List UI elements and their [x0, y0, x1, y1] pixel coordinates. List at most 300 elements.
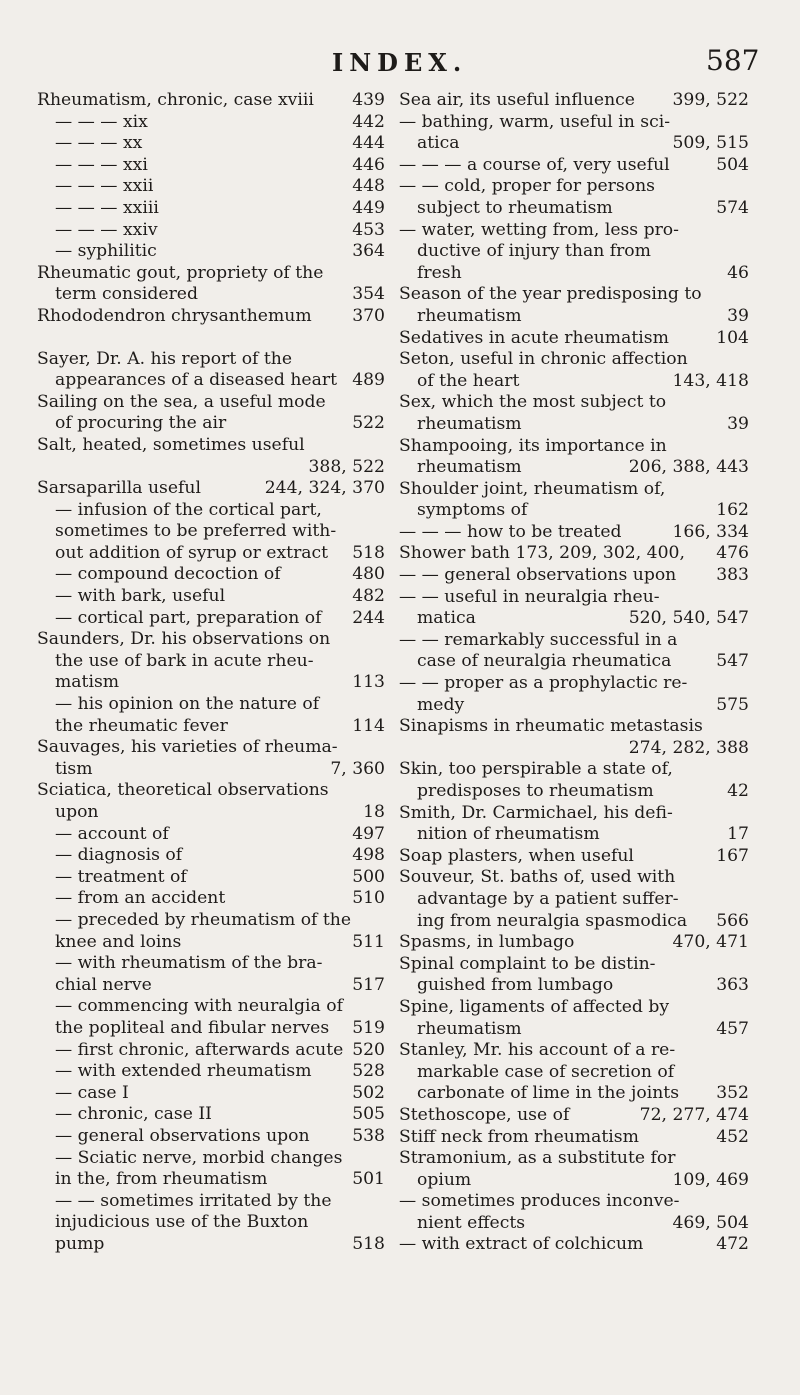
index-entry	[399, 133, 749, 155]
entry-text: Skin, too perspirable a state of,	[399, 759, 673, 780]
entry-page-refs: 518	[352, 1233, 385, 1254]
entry-text: Sauvages, his varieties of rheuma-	[37, 737, 338, 758]
page-number: 587	[706, 44, 760, 77]
index-entry	[399, 824, 749, 846]
index-entry	[399, 997, 749, 1019]
index-entry	[399, 867, 749, 889]
entry-page-refs: 538	[352, 1125, 385, 1146]
entry-text: — with extended rheumatism	[55, 1061, 312, 1082]
entry-text: — — cold, proper for persons	[399, 176, 655, 197]
entry-text: — first chronic, afterwards acute	[55, 1039, 344, 1060]
entry-text: — Sciatic nerve, morbid changes	[55, 1147, 343, 1168]
entry-page-refs	[379, 694, 385, 716]
entry-text: Stethoscope, use of	[399, 1104, 570, 1125]
entry-text: — — — xx	[55, 133, 143, 154]
index-entry	[399, 457, 749, 479]
entry-page-refs: 206, 388, 443	[628, 457, 749, 478]
entry-text: carbonate of lime in the joints	[417, 1083, 680, 1104]
entry-page-refs	[743, 1040, 749, 1062]
entry-text: — sometimes produces inconve-	[399, 1191, 680, 1212]
index-entry	[37, 629, 385, 651]
entry-text: sometimes to be preferred with-	[55, 521, 337, 542]
entry-page-refs: 439	[352, 90, 385, 110]
entry-text: — commencing with neuralgia of	[55, 996, 343, 1017]
index-entry	[399, 673, 749, 695]
entry-page-refs: 453	[352, 219, 385, 240]
entry-text: medy	[417, 694, 465, 715]
entry-page-refs: 444	[352, 133, 385, 154]
entry-text: injudicious use of the Buxton	[55, 1212, 309, 1233]
entry-text: Sedatives in acute rheumatism	[399, 327, 669, 348]
entry-text: Sciatica, theoretical observations	[37, 780, 329, 801]
entry-page-refs	[379, 1212, 385, 1234]
index-entry	[399, 328, 749, 350]
entry-text: rheumatism	[417, 305, 522, 326]
entry-page-refs	[379, 629, 385, 651]
entry-text: nition of rheumatism	[417, 824, 600, 845]
entry-page-refs	[743, 997, 749, 1019]
entry-page-refs	[379, 349, 385, 371]
index-entry	[399, 479, 749, 501]
index-entry	[399, 1083, 749, 1105]
entry-page-refs	[743, 716, 749, 738]
index-entry	[37, 1018, 385, 1040]
index-entry	[399, 241, 749, 263]
entry-text: — compound decoction of	[55, 564, 281, 585]
entry-page-refs: 469, 504	[672, 1212, 749, 1233]
entry-page-refs: 448	[352, 176, 385, 197]
entry-text: term considered	[55, 284, 198, 305]
entry-page-refs: 39	[727, 413, 749, 434]
entry-page-refs: 489	[352, 370, 385, 391]
entry-page-refs: 388, 522	[308, 456, 385, 477]
entry-page-refs: 517	[352, 974, 385, 995]
index-entry	[37, 975, 385, 997]
index-entry	[399, 371, 749, 393]
index-entry	[37, 953, 385, 975]
entry-page-refs	[379, 435, 385, 457]
entry-text: — — proper as a prophylactic re-	[399, 673, 688, 694]
index-entry	[37, 284, 385, 306]
index-entry	[399, 911, 749, 933]
index-entry	[37, 651, 385, 673]
entry-text: Sea air, its useful influence	[399, 90, 635, 110]
index-entry	[37, 500, 385, 522]
entry-page-refs: 511	[352, 931, 385, 952]
entry-text: — water, wetting from, less pro-	[399, 219, 679, 240]
entry-text: the popliteal and fibular nerves	[55, 1017, 330, 1038]
entry-text: chial nerve	[55, 974, 152, 995]
entry-page-refs: 547	[716, 651, 749, 672]
index-entry	[399, 1170, 749, 1192]
index-entry	[399, 198, 749, 220]
index-entry	[399, 1127, 749, 1149]
entry-text: nient effects	[417, 1212, 526, 1233]
index-column-left	[37, 90, 385, 1255]
entry-text: — account of	[55, 823, 169, 844]
index-entry	[37, 1126, 385, 1148]
index-entry	[399, 738, 749, 760]
index-entry	[399, 414, 749, 436]
index-entry	[399, 1148, 749, 1170]
index-entry	[399, 651, 749, 673]
entry-page-refs: 166, 334	[672, 521, 749, 542]
entry-page-refs: 42	[727, 781, 749, 801]
entry-page-refs	[379, 1148, 385, 1170]
index-entry	[37, 1169, 385, 1191]
entry-text: Seton, useful in chronic affection	[399, 349, 688, 370]
entry-page-refs: 500	[352, 866, 385, 887]
entry-page-refs: 363	[716, 975, 749, 996]
index-entry	[399, 565, 749, 587]
entry-page-refs: 18	[363, 802, 385, 822]
entry-text: — cortical part, preparation of	[55, 607, 322, 628]
index-entry	[399, 975, 749, 997]
index-entry	[399, 889, 749, 911]
entry-text: opium	[417, 1169, 472, 1190]
entry-text: Sayer, Dr. A. his report of the	[37, 348, 293, 369]
entry-page-refs: 449	[352, 197, 385, 218]
entry-page-refs: 502	[352, 1082, 385, 1103]
index-entry	[399, 1062, 749, 1084]
entry-page-refs: 470, 471	[672, 932, 749, 953]
entry-text: symptoms of	[417, 500, 528, 521]
entry-page-refs: 274, 282, 388	[628, 737, 749, 758]
entry-text: — — general observations upon	[399, 565, 677, 586]
entry-page-refs: 575	[716, 694, 749, 715]
entry-page-refs	[743, 479, 749, 501]
index-entry	[37, 780, 385, 802]
entry-page-refs: 510	[352, 888, 385, 909]
entry-page-refs	[743, 176, 749, 198]
entry-text: Spasms, in lumbago	[399, 932, 575, 953]
entry-text: Stramonium, as a substitute for	[399, 1148, 676, 1169]
entry-text: pump	[55, 1233, 105, 1254]
entry-page-refs: 446	[352, 154, 385, 175]
entry-page-refs: 244, 324, 370	[264, 478, 385, 499]
entry-page-refs: 72, 277, 474	[639, 1104, 749, 1125]
entry-text: Rheumatism, chronic, case xviii	[37, 90, 314, 110]
entry-text: Shoulder joint, rheumatism of,	[399, 478, 666, 499]
entry-text: — — remarkably successful in a	[399, 629, 678, 650]
index-entry	[37, 867, 385, 889]
index-entry	[37, 608, 385, 630]
entry-text: — with rheumatism of the bra-	[55, 953, 323, 974]
index-entry	[37, 910, 385, 932]
index-entry	[399, 803, 749, 825]
entry-page-refs	[743, 889, 749, 911]
entry-page-refs: 244	[352, 607, 385, 628]
entry-page-refs	[379, 1191, 385, 1213]
entry-text: Season of the year predisposing to	[399, 284, 702, 305]
entry-page-refs	[743, 1191, 749, 1213]
entry-page-refs	[379, 996, 385, 1018]
entry-text: Souveur, St. baths of, used with	[399, 867, 676, 888]
entry-page-refs: 399, 522	[672, 90, 749, 110]
index-entry	[37, 370, 385, 392]
index-entry	[37, 888, 385, 910]
entry-page-refs	[379, 263, 385, 285]
entry-page-refs: 497	[352, 823, 385, 844]
index-entry	[399, 112, 749, 134]
entry-text: subject to rheumatism	[417, 197, 613, 218]
entry-page-refs: 522	[352, 413, 385, 434]
entry-page-refs	[743, 954, 749, 976]
entry-page-refs	[743, 867, 749, 889]
index-entry	[399, 781, 749, 803]
entry-text: — syphilitic	[55, 241, 157, 262]
entry-text: — preceded by rheumatism of the	[55, 909, 352, 930]
entry-text: — bathing, warm, useful in sci-	[399, 111, 671, 132]
entry-page-refs: 518	[352, 542, 385, 563]
entry-page-refs	[743, 587, 749, 609]
index-entry	[37, 932, 385, 954]
index-entry	[37, 198, 385, 220]
entry-page-refs: 480	[352, 564, 385, 585]
entry-text: Shower bath 173, 209, 302, 400,	[399, 543, 685, 564]
entry-page-refs: 7, 360	[330, 758, 385, 779]
entry-text: — diagnosis of	[55, 845, 183, 866]
entry-text: of procuring the air	[55, 413, 227, 434]
index-entry	[37, 586, 385, 608]
index-entry	[399, 932, 749, 954]
entry-page-refs: 114	[352, 715, 385, 736]
entry-page-refs: 143, 418	[672, 370, 749, 391]
entry-text: — his opinion on the nature of	[55, 694, 320, 715]
index-entry	[37, 802, 385, 824]
index-entry	[37, 1212, 385, 1234]
index-entry	[37, 133, 385, 155]
entry-text: rheumatism	[417, 413, 522, 434]
entry-text: — case I	[55, 1082, 129, 1103]
entry-page-refs	[379, 651, 385, 673]
index-entry	[37, 1040, 385, 1062]
entry-page-refs	[743, 392, 749, 414]
entry-page-refs: 383	[716, 565, 749, 586]
index-entry	[399, 349, 749, 371]
entry-page-refs	[743, 1148, 749, 1170]
entry-text: — — sometimes irritated by the	[55, 1190, 332, 1211]
entry-page-refs: 39	[727, 305, 749, 326]
index-entry	[37, 176, 385, 198]
entry-text: the rheumatic fever	[55, 715, 228, 736]
entry-page-refs: 519	[352, 1017, 385, 1038]
index-entry	[37, 435, 385, 457]
entry-page-refs: 46	[727, 262, 749, 283]
section-gap	[37, 328, 385, 349]
entry-text: Salt, heated, sometimes useful	[37, 434, 305, 455]
entry-text: appearances of a diseased heart	[55, 370, 337, 391]
index-entry	[37, 564, 385, 586]
entry-page-refs: 364	[352, 241, 385, 262]
entry-text: rheumatism	[417, 457, 522, 478]
entry-text: — chronic, case II	[55, 1104, 212, 1125]
entry-page-refs	[743, 284, 749, 306]
entry-text: rheumatism	[417, 1018, 522, 1039]
entry-text: Spine, ligaments of affected by	[399, 996, 670, 1017]
entry-text: of the heart	[417, 370, 520, 391]
entry-text: — — — how to be treated	[399, 521, 622, 542]
entry-text: Soap plasters, when useful	[399, 845, 634, 866]
entry-page-refs: 505	[352, 1104, 385, 1125]
entry-page-refs: 472	[716, 1234, 749, 1255]
entry-text: Rheumatic gout, propriety of the	[37, 262, 324, 283]
entry-page-refs	[743, 112, 749, 134]
entry-text: advantage by a patient suffer-	[417, 888, 679, 909]
entry-page-refs: 509, 515	[672, 133, 749, 154]
entry-page-refs	[743, 220, 749, 242]
entry-text: tism	[55, 758, 93, 779]
index-entry	[37, 1234, 385, 1256]
entry-page-refs	[743, 241, 749, 263]
index-entry	[399, 543, 749, 565]
entry-page-refs: 482	[352, 586, 385, 607]
index-entry	[399, 392, 749, 414]
entry-page-refs: 498	[352, 845, 385, 866]
entry-page-refs	[743, 436, 749, 458]
entry-page-refs: 167	[716, 845, 749, 866]
index-entry	[37, 1191, 385, 1213]
index-entry	[37, 1104, 385, 1126]
entry-page-refs	[743, 1062, 749, 1084]
entry-page-refs: 566	[716, 910, 749, 931]
entry-page-refs: 354	[352, 284, 385, 305]
index-entry	[37, 824, 385, 846]
entry-text: predisposes to rheumatism	[417, 781, 654, 801]
entry-page-refs: 504	[716, 154, 749, 175]
index-entry	[37, 349, 385, 371]
entry-page-refs: 109, 469	[672, 1169, 749, 1190]
index-entry	[399, 1019, 749, 1041]
index-entry	[399, 759, 749, 781]
entry-text: — with extract of colchicum	[399, 1234, 644, 1255]
entry-text: Smith, Dr. Carmichael, his defi-	[399, 802, 673, 823]
entry-page-refs	[379, 737, 385, 759]
entry-text: ductive of injury than from	[417, 241, 651, 262]
index-entry	[399, 220, 749, 242]
page-header-title: INDEX.	[332, 48, 468, 77]
entry-page-refs	[743, 803, 749, 825]
entry-page-refs	[379, 500, 385, 522]
index-entry	[37, 737, 385, 759]
entry-text	[55, 457, 302, 479]
entry-text: Shampooing, its importance in	[399, 435, 667, 456]
entry-text: — — — xix	[55, 111, 148, 132]
entry-page-refs: 457	[716, 1018, 749, 1039]
entry-page-refs: 501	[352, 1169, 385, 1190]
index-entry	[399, 1040, 749, 1062]
entry-page-refs	[743, 673, 749, 695]
index-entry	[37, 543, 385, 565]
index-entry	[399, 522, 749, 544]
index-entry	[399, 608, 749, 630]
index-entry	[37, 478, 385, 500]
entry-text: the use of bark in acute rheu-	[55, 650, 314, 671]
index-entry	[399, 1234, 749, 1256]
entry-page-refs	[743, 630, 749, 652]
index-entry	[399, 695, 749, 717]
entry-text: — — — a course of, very useful	[399, 154, 670, 175]
index-entry	[37, 521, 385, 543]
entry-text: case of neuralgia rheumatica	[417, 651, 672, 672]
index-entry	[399, 1213, 749, 1235]
entry-page-refs	[743, 759, 749, 781]
index-entry	[399, 846, 749, 868]
index-entry	[37, 716, 385, 738]
entry-text: fresh	[417, 262, 462, 283]
index-entry	[37, 112, 385, 134]
index-entry	[37, 306, 385, 328]
entry-page-refs: 452	[716, 1126, 749, 1147]
entry-page-refs	[379, 392, 385, 414]
index-entry	[399, 500, 749, 522]
index-entry	[399, 630, 749, 652]
index-entry	[37, 220, 385, 242]
entry-page-refs: 574	[716, 197, 749, 218]
entry-text: matism	[55, 672, 120, 693]
index-entry	[399, 284, 749, 306]
entry-text: upon	[55, 802, 99, 822]
entry-text: — — — xxi	[55, 154, 148, 175]
entry-text: — infusion of the cortical part,	[55, 499, 322, 520]
entry-text: Sarsaparilla useful	[37, 478, 201, 499]
entry-text: Stiff neck from rheumatism	[399, 1126, 639, 1147]
index-entry	[399, 155, 749, 177]
index-entry	[37, 1061, 385, 1083]
entry-page-refs: 370	[352, 305, 385, 326]
entry-text: — — — xxiv	[55, 219, 158, 240]
index-entry	[399, 306, 749, 328]
entry-text: Sailing on the sea, a useful mode	[37, 391, 326, 412]
index-entry	[399, 1191, 749, 1213]
entry-page-refs	[379, 910, 385, 932]
entry-text: atica	[417, 133, 460, 154]
index-entry	[399, 263, 749, 285]
index-entry	[399, 436, 749, 458]
entry-page-refs: 528	[352, 1061, 385, 1082]
entry-page-refs: 113	[352, 672, 385, 693]
index-entry	[37, 1083, 385, 1105]
entry-page-refs: 520, 540, 547	[628, 608, 749, 629]
entry-text: knee and loins	[55, 931, 182, 952]
entry-page-refs: 352	[716, 1083, 749, 1104]
index-entry	[399, 716, 749, 738]
index-entry	[37, 90, 385, 112]
entry-page-refs: 476	[716, 543, 749, 564]
entry-text: ing from neuralgia spasmodica	[417, 910, 688, 931]
entry-text: matica	[417, 608, 476, 629]
entry-text: — — useful in neuralgia rheu-	[399, 586, 660, 607]
entry-page-refs	[743, 349, 749, 371]
entry-text: — with bark, useful	[55, 586, 226, 607]
entry-text: Sinapisms in rheumatic metastasis	[399, 716, 703, 737]
entry-text: Sex, which the most subject to	[399, 392, 667, 413]
entry-text: Saunders, Dr. his observations on	[37, 629, 331, 650]
index-entry	[399, 176, 749, 198]
index-entry	[37, 241, 385, 263]
index-entry	[399, 954, 749, 976]
index-entry	[37, 392, 385, 414]
index-entry	[37, 1148, 385, 1170]
entry-text	[417, 738, 623, 760]
index-entry	[37, 845, 385, 867]
index-entry	[37, 457, 385, 479]
index-entry	[399, 90, 749, 112]
entry-page-refs: 520	[352, 1039, 385, 1060]
entry-text: Stanley, Mr. his account of a re-	[399, 1040, 676, 1061]
entry-page-refs: 104	[716, 327, 749, 348]
entry-page-refs: 442	[352, 111, 385, 132]
